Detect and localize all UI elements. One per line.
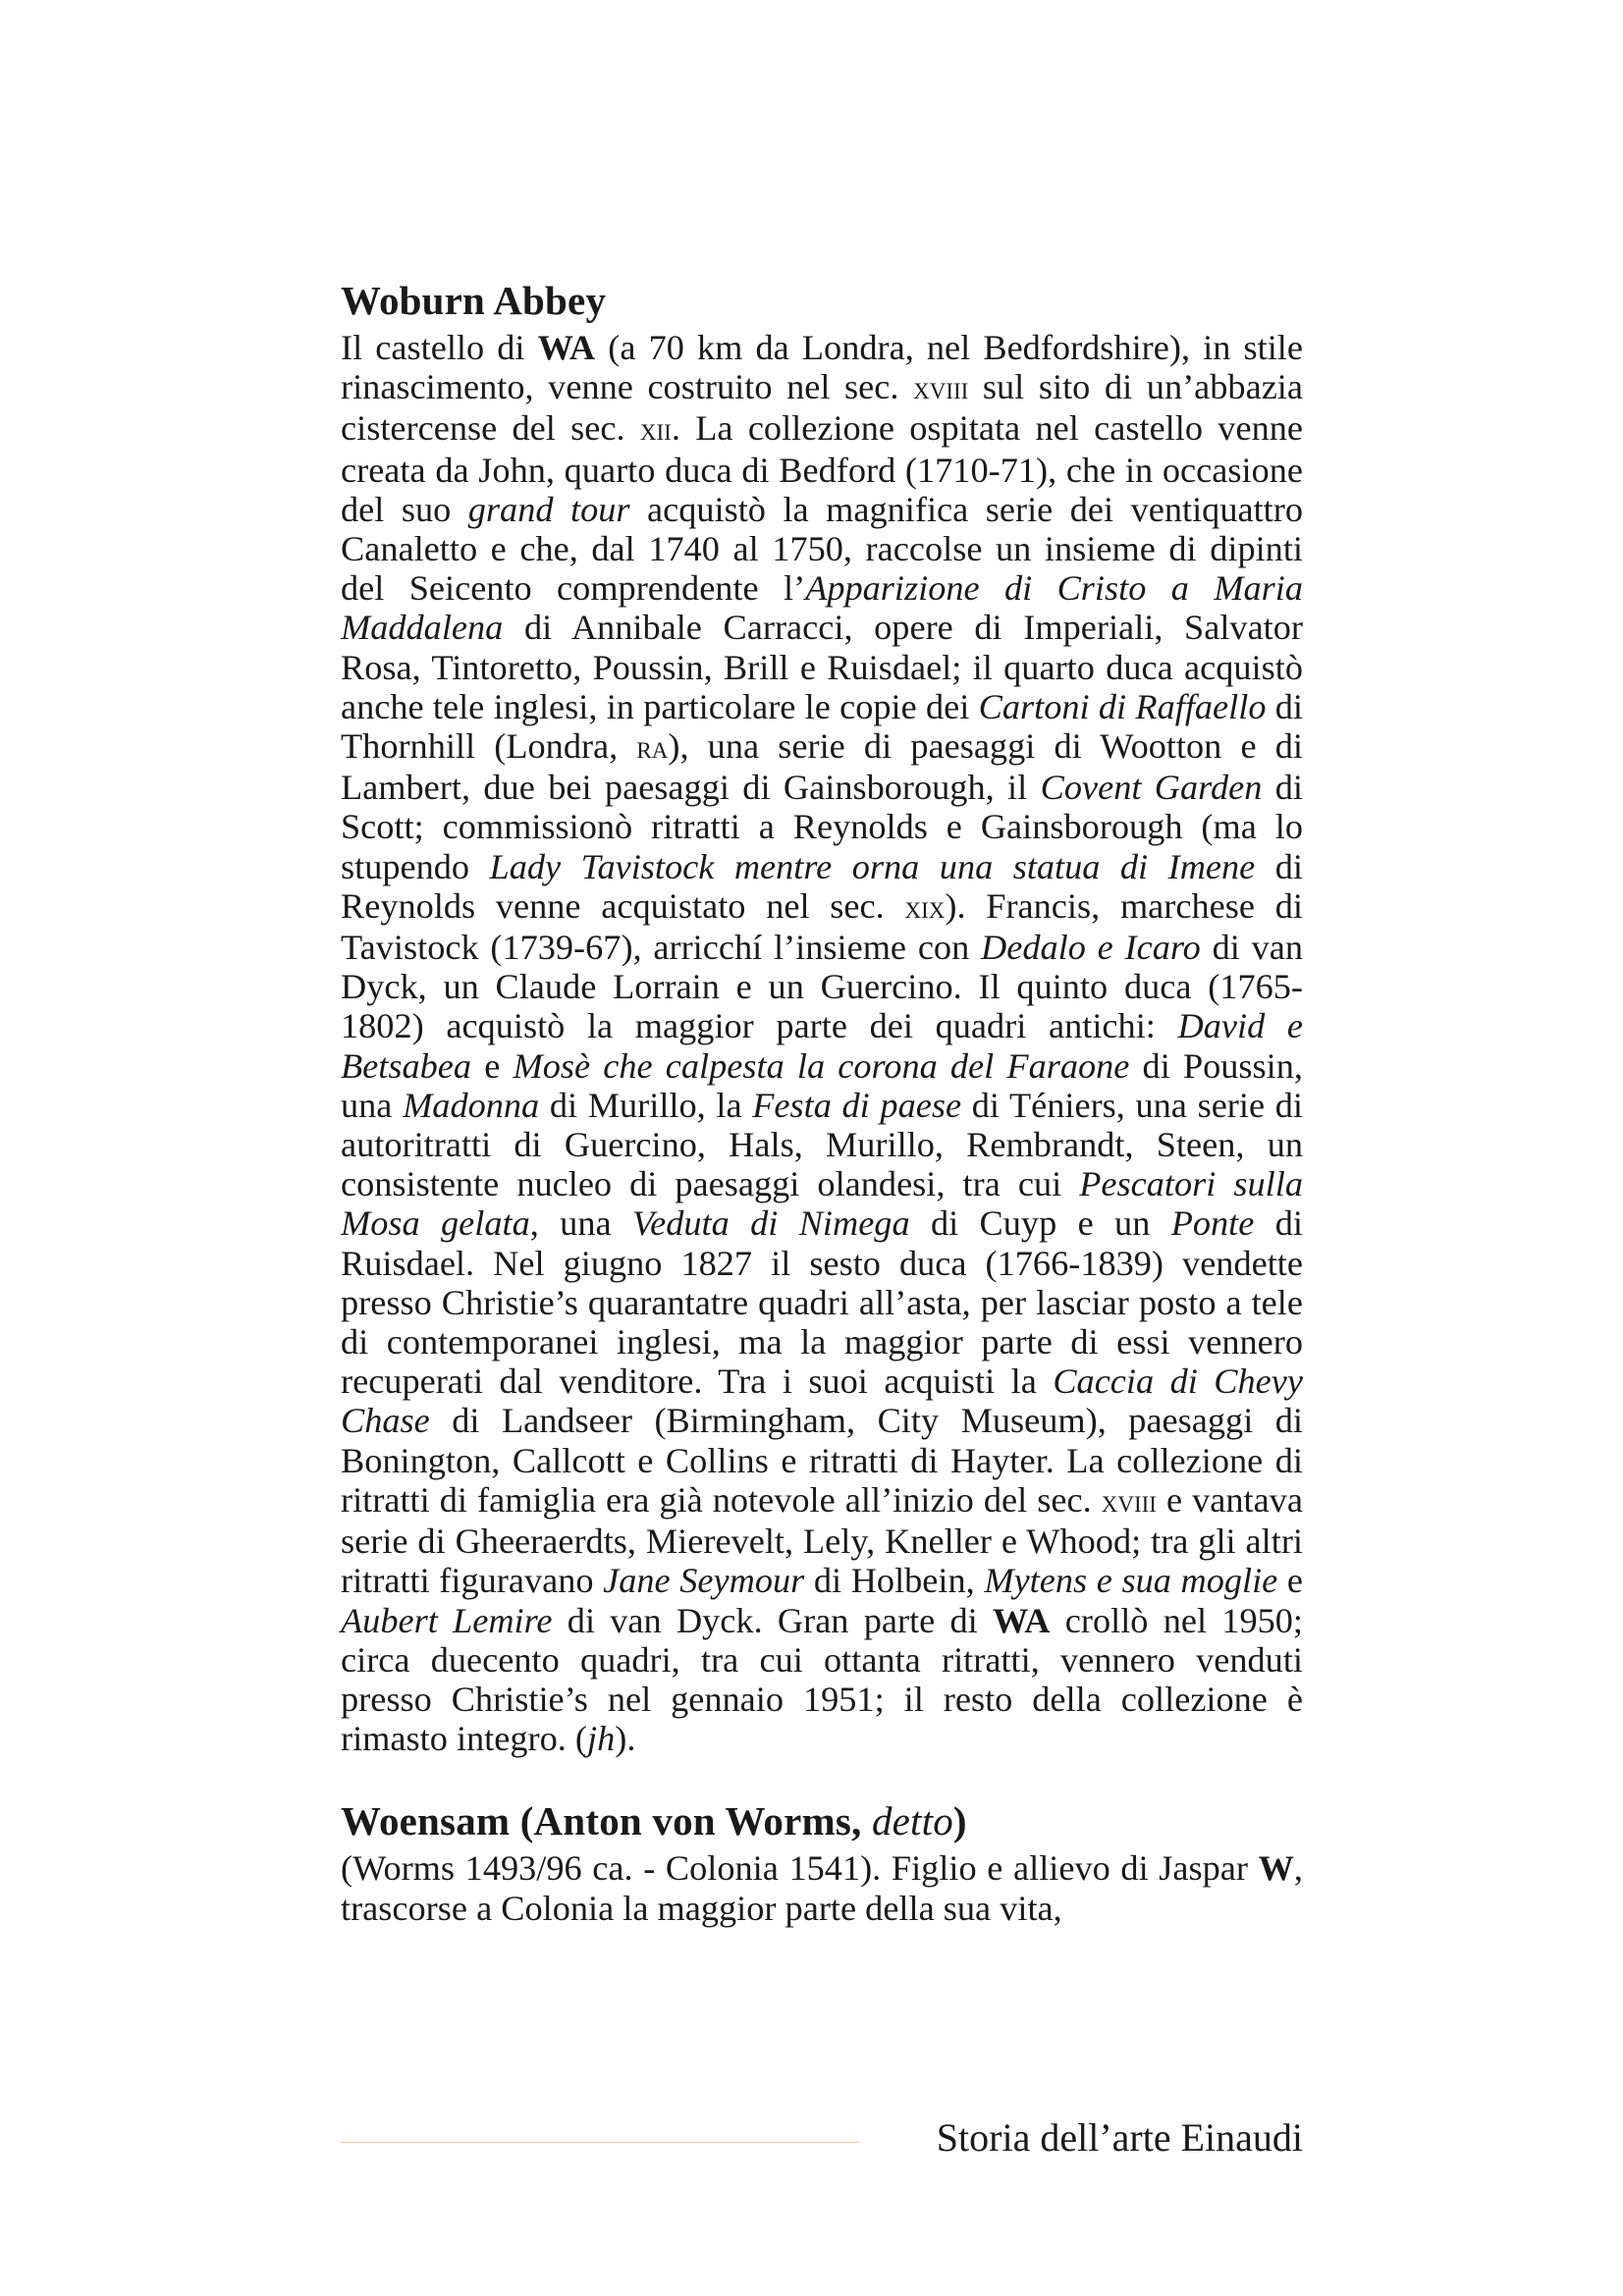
entry-woensam	[341, 1793, 1303, 1927]
bold-abbrev: WA	[993, 1600, 1051, 1640]
text-run: e vantava serie di Gheeraerdts, Mierevelt, Lely, Kneller e Whood; tra gli altri ritratti figuravano	[341, 1479, 1303, 1601]
italic-title: Jane Seymour	[603, 1561, 805, 1601]
text-run: (a 70 km da Londra, nel Bedfordshire), in stile rinascimento, venne costruito nel sec.	[341, 328, 1303, 407]
text-run: Il castello di	[341, 328, 538, 367]
entry-body	[341, 1848, 1303, 1927]
text-run: . La collezione ospitata nel castello venne creata da John, quarto duca di Bedford (1710-71), che in occasione del suo	[341, 408, 1303, 529]
italic-title: Ponte	[1170, 1203, 1255, 1244]
bold-abbrev: WA	[537, 328, 596, 367]
text-run: di Téniers, una serie di autoritratti di Guercino, Hals, Murillo, Rembrandt, Steen, un consistente nucleo di paesaggi olandesi, tra cui	[341, 1085, 1303, 1204]
italic-title: Pescatori sulla Mosa gelata	[341, 1164, 1303, 1244]
footer-divider	[341, 2142, 859, 2143]
text-run: di Thornhill (Londra,	[341, 686, 1303, 767]
text-run: di Landseer (Birmingham, City Museum), paesaggi di Bonington, Callcott e Collins e ritratti di Hayter. La collezione di ritratti di famiglia era già notevole all’inizio del sec.	[341, 1401, 1303, 1520]
italic-title: jh	[587, 1719, 616, 1759]
text-run: acquistò la magnifica serie dei ventiquattro Canaletto e che, dal 1740 al 1750, raccolse un insieme di dipinti del Seicento comprendente l’	[341, 489, 1303, 609]
italic-title: Apparizione di Cristo a Maria Maddalena	[341, 568, 1303, 648]
italic-title: Madonna	[403, 1085, 540, 1125]
italic-title: Mosè che calpesta la corona del Faraone	[513, 1045, 1130, 1086]
text-run: di Ruisdael. Nel giugno 1827 il sesto duca (1766-1839) vendette presso Christie’s quarantatre quadri all’asta, per lasciar posto a tele di contemporanei inglesi, ma la maggior parte di essi vennero recuperati dal venditore. Tra i suoi acquisti la	[341, 1203, 1303, 1402]
entry-title	[341, 1793, 1303, 1848]
text-run: ). Francis, marchese di Tavistock (1739-67), arricchí l’insieme con	[341, 885, 1303, 968]
italic-title: Aubert Lemire	[341, 1600, 553, 1640]
text-run: ), una serie di paesaggi di Wootton e di Lambert, due bei paesaggi di Gainsborough, il	[341, 726, 1303, 808]
text-run: sul sito di un’abbazia cistercense del sec.	[341, 367, 1304, 449]
text-run: , una	[529, 1203, 632, 1244]
footer-publication-title: Storia dell’arte Einaudi	[936, 2115, 1303, 2160]
italic-title: Mytens e sua moglie	[984, 1561, 1278, 1601]
text-run: di van Dyck, un Claude Lorrain e un Guercino. Il quinto duca (1765-1802) acquistò la maggior parte dei quadri antichi:	[341, 928, 1303, 1046]
entry-title-end: )	[952, 1798, 967, 1844]
text-run: di Cuyp e un	[909, 1203, 1171, 1244]
text-run: di Poussin, una	[341, 1045, 1303, 1125]
bold-abbrev: W	[1258, 1848, 1294, 1889]
italic-title: Cartoni di Raffaello	[978, 686, 1267, 726]
text-column	[341, 273, 1303, 1928]
text-run: e	[1277, 1561, 1303, 1601]
text-run: , trascorse a Colonia la maggior parte della sua vita,	[341, 1848, 1303, 1928]
entry-woburn-abbey	[341, 273, 1303, 1758]
text-run: di Murillo, la	[539, 1085, 753, 1125]
italic-title: Lady Tavistock mentre orna una statua di Imene	[489, 846, 1256, 886]
small-caps-numeral: ra	[636, 730, 669, 767]
small-caps-numeral: xviii	[1101, 1483, 1157, 1520]
small-caps-numeral: xviii	[913, 371, 969, 407]
text-run: ).	[615, 1719, 636, 1759]
text-run: di Scott; commissionò ritratti a Reynolds e Gainsborough (ma lo stupendo	[341, 768, 1303, 886]
text-run: di Holbein,	[804, 1561, 985, 1601]
italic-title: Veduta di Nimega	[631, 1203, 910, 1244]
small-caps-numeral: xix	[904, 889, 946, 926]
italic-title: Caccia di Chevy Chase	[341, 1362, 1303, 1441]
entry-title: Woburn Abbey	[341, 278, 607, 323]
italic-title: Festa di paese	[752, 1085, 962, 1125]
entry-title-main: Woensam (Anton von Worms,	[341, 1798, 872, 1844]
text-run: di van Dyck. Gran parte di	[552, 1600, 994, 1640]
italic-title: Dedalo e Icaro	[981, 928, 1201, 968]
italic-title: grand tour	[467, 489, 630, 529]
entry-title-italic: detto	[871, 1798, 953, 1844]
small-caps-numeral: xii	[639, 412, 672, 449]
italic-title: Covent Garden	[1040, 768, 1263, 808]
text-run: e	[471, 1045, 514, 1086]
text-run: di Annibale Carracci, opere di Imperiali, Salvator Rosa, Tintoretto, Poussin, Brill e Ruisdael; il quarto duca acquistò anche tele inglesi, in particolare le copie dei	[341, 608, 1303, 726]
entry-body	[341, 328, 1303, 1758]
page-footer	[341, 2110, 1303, 2169]
italic-title: David e Betsabea	[341, 1006, 1304, 1086]
text-run: di Reynolds venne acquistato nel sec.	[341, 846, 1303, 926]
text-run: crollò nel 1950; circa duecento quadri, tra cui ottanta ritratti, vennero venduti presso Christie’s nel gennaio 1951; il resto della collezione è rimasto integro. (	[341, 1600, 1303, 1759]
text-run: (Worms 1493/96 ca. - Colonia 1541). Figlio e allievo di Jaspar	[341, 1848, 1259, 1889]
